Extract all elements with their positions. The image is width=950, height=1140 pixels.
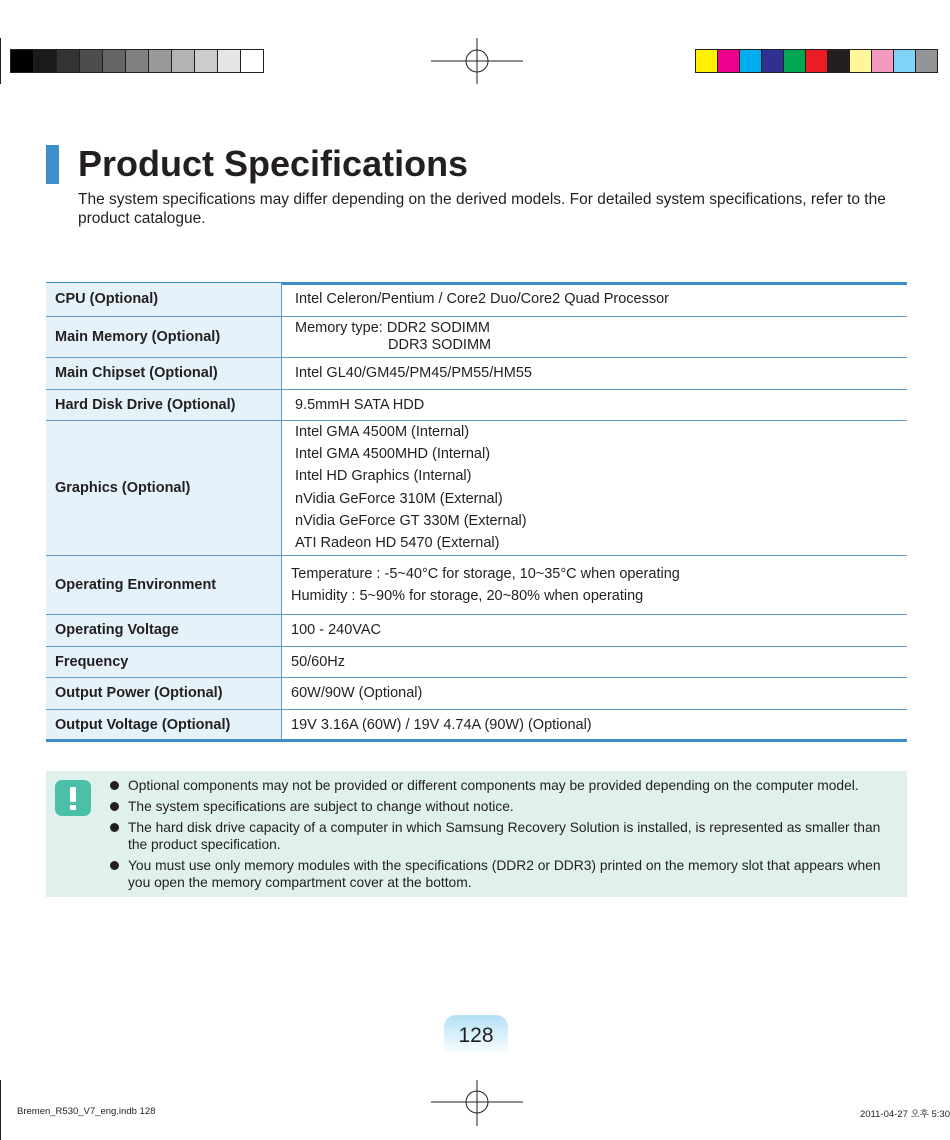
slug-timestamp: 2011-04-27 오후 5:30 — [859, 1109, 950, 1120]
spec-label: Operating Environment — [46, 555, 282, 614]
list-item: Optional components may not be provided or different components may be provided depending on the computer model. — [108, 777, 888, 794]
spec-value: Temperature : -5~40°C for storage, 10~35°C when operating Humidity : 5~90% for storage, 20~80% when operating — [291, 565, 680, 604]
intro-text: The system specifications may differ depending on the derived models. For detailed system specifications, refer to the product catalogue. — [78, 191, 886, 227]
spec-label: Main Memory (Optional) — [46, 316, 282, 357]
table-row — [46, 420, 907, 555]
crop-mark-bottom-left — [0, 1080, 1, 1140]
notes-list — [108, 777, 888, 895]
color-swatch — [740, 50, 762, 72]
spec-label: Frequency — [46, 646, 282, 677]
color-swatch — [718, 50, 740, 72]
color-swatch — [850, 50, 872, 72]
spec-label: Output Power (Optional) — [46, 677, 282, 709]
color-swatch — [806, 50, 828, 72]
gray-swatch — [11, 50, 34, 72]
color-swatch — [894, 50, 916, 72]
spec-label: CPU (Optional) — [46, 283, 282, 316]
table-bottom-rule — [46, 739, 907, 742]
table-row — [46, 555, 907, 614]
gray-swatch — [103, 50, 126, 72]
spec-label: Operating Voltage — [46, 614, 282, 646]
slug-file-info: Bremen_R530_V7_eng.indb 128 — [17, 1106, 156, 1117]
registration-mark-bottom-icon — [431, 1080, 523, 1126]
list-item: The system specifications are subject to change without notice. — [108, 798, 888, 815]
color-calibration-bar — [695, 49, 938, 73]
color-swatch — [916, 50, 937, 72]
bullet-icon — [110, 823, 119, 832]
gray-swatch — [195, 50, 218, 72]
spec-label: Hard Disk Drive (Optional) — [46, 389, 282, 420]
spec-value: 50/60Hz — [291, 653, 346, 670]
spec-value: 60W/90W (Optional) — [291, 685, 423, 701]
spec-value: Memory type: DDR2 SODIMM DDR3 SODIMM — [295, 319, 492, 353]
registration-mark-top-icon — [431, 38, 523, 84]
table-row — [46, 709, 907, 740]
spec-value: 19V 3.16A (60W) / 19V 4.74A (90W) (Optional) — [291, 716, 592, 733]
gray-swatch — [149, 50, 172, 72]
gray-swatch — [57, 50, 80, 72]
spec-value: Intel GL40/GM45/PM45/PM55/HM55 — [295, 365, 532, 381]
exclamation-icon — [55, 780, 91, 816]
table-row — [46, 283, 907, 316]
page-number: 128 — [458, 1024, 494, 1047]
spec-value: Intel GMA 4500M (Internal) Intel GMA 4500MHD (Internal) Intel HD Graphics (Internal) nVidia GeForce 310M (External) nVidia GeForce GT 330M (External) ATI Radeon HD 5470 (External) — [295, 423, 527, 551]
bullet-icon — [110, 781, 119, 790]
color-swatch — [784, 50, 806, 72]
color-swatch — [762, 50, 784, 72]
gray-swatch — [218, 50, 241, 72]
table-row — [46, 389, 907, 420]
gray-swatch — [241, 50, 263, 72]
title-accent-bar — [46, 145, 59, 184]
spec-label: Main Chipset (Optional) — [46, 357, 282, 389]
spec-value: 100 - 240VAC — [291, 622, 382, 638]
notes-box — [46, 771, 907, 897]
page-title: Product Specifications — [78, 143, 469, 184]
specifications-table — [46, 283, 907, 740]
crop-mark-top-left — [0, 38, 1, 84]
color-swatch — [696, 50, 718, 72]
list-item: You must use only memory modules with the specifications (DDR2 or DDR3) printed on the memory slot that appears when you open the memory compartment cover at the bottom. — [108, 857, 888, 891]
grayscale-calibration-bar — [10, 49, 264, 73]
gray-swatch — [80, 50, 103, 72]
table-row — [46, 646, 907, 677]
list-item: The hard disk drive capacity of a computer in which Samsung Recovery Solution is installed, is represented as smaller than the product specification. — [108, 819, 888, 853]
spec-value: 9.5mmH SATA HDD — [295, 396, 425, 413]
spec-label: Output Voltage (Optional) — [46, 709, 282, 740]
spec-value: Intel Celeron/Pentium / Core2 Duo/Core2 Quad Processor — [295, 291, 669, 308]
spec-label: Graphics (Optional) — [46, 420, 282, 555]
table-row — [46, 316, 907, 357]
table-row — [46, 614, 907, 646]
table-row — [46, 357, 907, 389]
gray-swatch — [172, 50, 195, 72]
gray-swatch — [34, 50, 57, 72]
bullet-icon — [110, 861, 119, 870]
table-row — [46, 677, 907, 709]
color-swatch — [828, 50, 850, 72]
gray-swatch — [126, 50, 149, 72]
bullet-icon — [110, 802, 119, 811]
color-swatch — [872, 50, 894, 72]
